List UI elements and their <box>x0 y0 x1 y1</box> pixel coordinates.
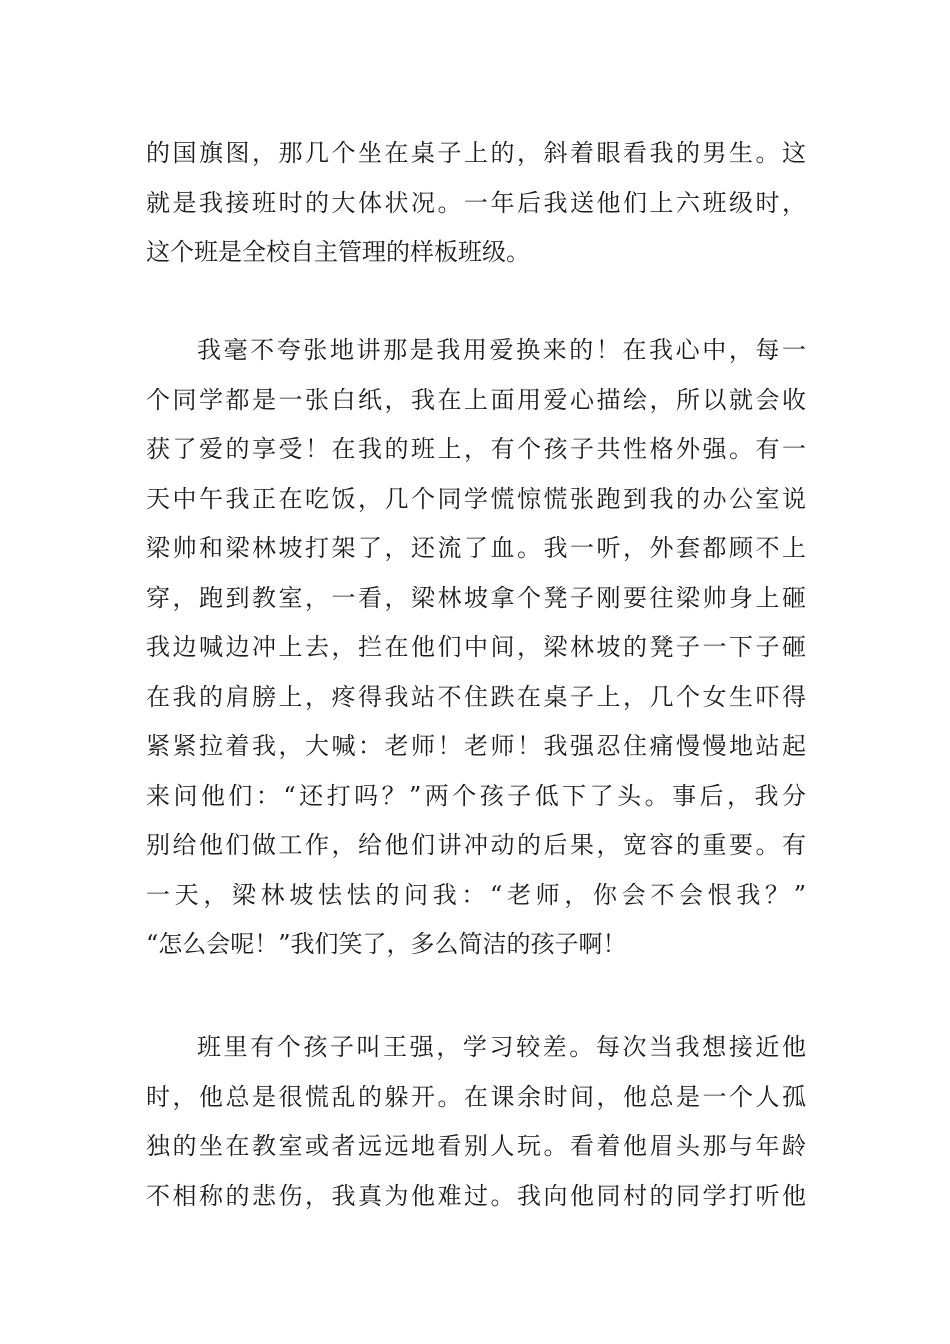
text-line: 不相称的悲伤，我真为他难过。我向他同村的同学打听他 <box>146 1181 806 1210</box>
text-line: 就是我接班时的大体状况。一年后我送他们上六班级时， <box>146 188 806 217</box>
text-line: 班里有个孩子叫王强，学习较差。每次当我想接近他 <box>197 1033 806 1061</box>
text-line: 来问他们：“还打吗？”两个孩子低下了头。事后，我分 <box>146 781 806 810</box>
text-line: 梁帅和梁林坡打架了，还流了血。我一听，外套都顾不上 <box>146 534 806 562</box>
text-line: 我毫不夸张地讲那是我用爱换来的！在我心中，每一 <box>197 336 806 364</box>
text-line: “怎么会呢！”我们笑了，多么简洁的孩子啊！ <box>146 930 627 958</box>
text-line: 时，他总是很慌乱的躲开。在课余时间，他总是一个人孤 <box>146 1082 806 1111</box>
paragraph-3 <box>146 1023 806 1221</box>
text-line: 在我的肩膀上，疼得我站不住跌在桌子上，几个女生吓得 <box>146 682 806 711</box>
text-line: 一天，梁林坡怯怯的问我：“老师，你会不会恨我？” <box>146 880 806 909</box>
text-line: 的国旗图，那几个坐在桌子上的，斜着眼看我的男生。这 <box>146 139 806 167</box>
text-line: 个同学都是一张白纸，我在上面用爱心描绘，所以就会收 <box>146 385 806 414</box>
text-line: 紧紧拉着我，大喊：老师！老师！我强忍住痛慢慢地站起 <box>146 732 806 760</box>
paragraph-1 <box>146 129 806 278</box>
text-line: 这个班是全校自主管理的样板班级。 <box>146 238 530 266</box>
text-line: 别给他们做工作，给他们讲冲动的后果，宽容的重要。有 <box>146 831 806 859</box>
text-line: 我边喊边冲上去，拦在他们中间，梁林坡的凳子一下子砸 <box>146 633 806 661</box>
paragraph-2 <box>146 326 806 970</box>
text-line: 独的坐在教室或者远远地看别人玩。看着他眉头那与年龄 <box>146 1132 806 1160</box>
text-line: 穿，跑到教室，一看，梁林坡拿个凳子刚要往梁帅身上砸 <box>146 583 806 612</box>
text-line: 天中午我正在吃饭，几个同学慌惊慌张跑到我的办公室说 <box>146 484 806 513</box>
text-line: 获了爱的享受！在我的班上，有个孩子共性格外强。有一 <box>146 435 806 463</box>
